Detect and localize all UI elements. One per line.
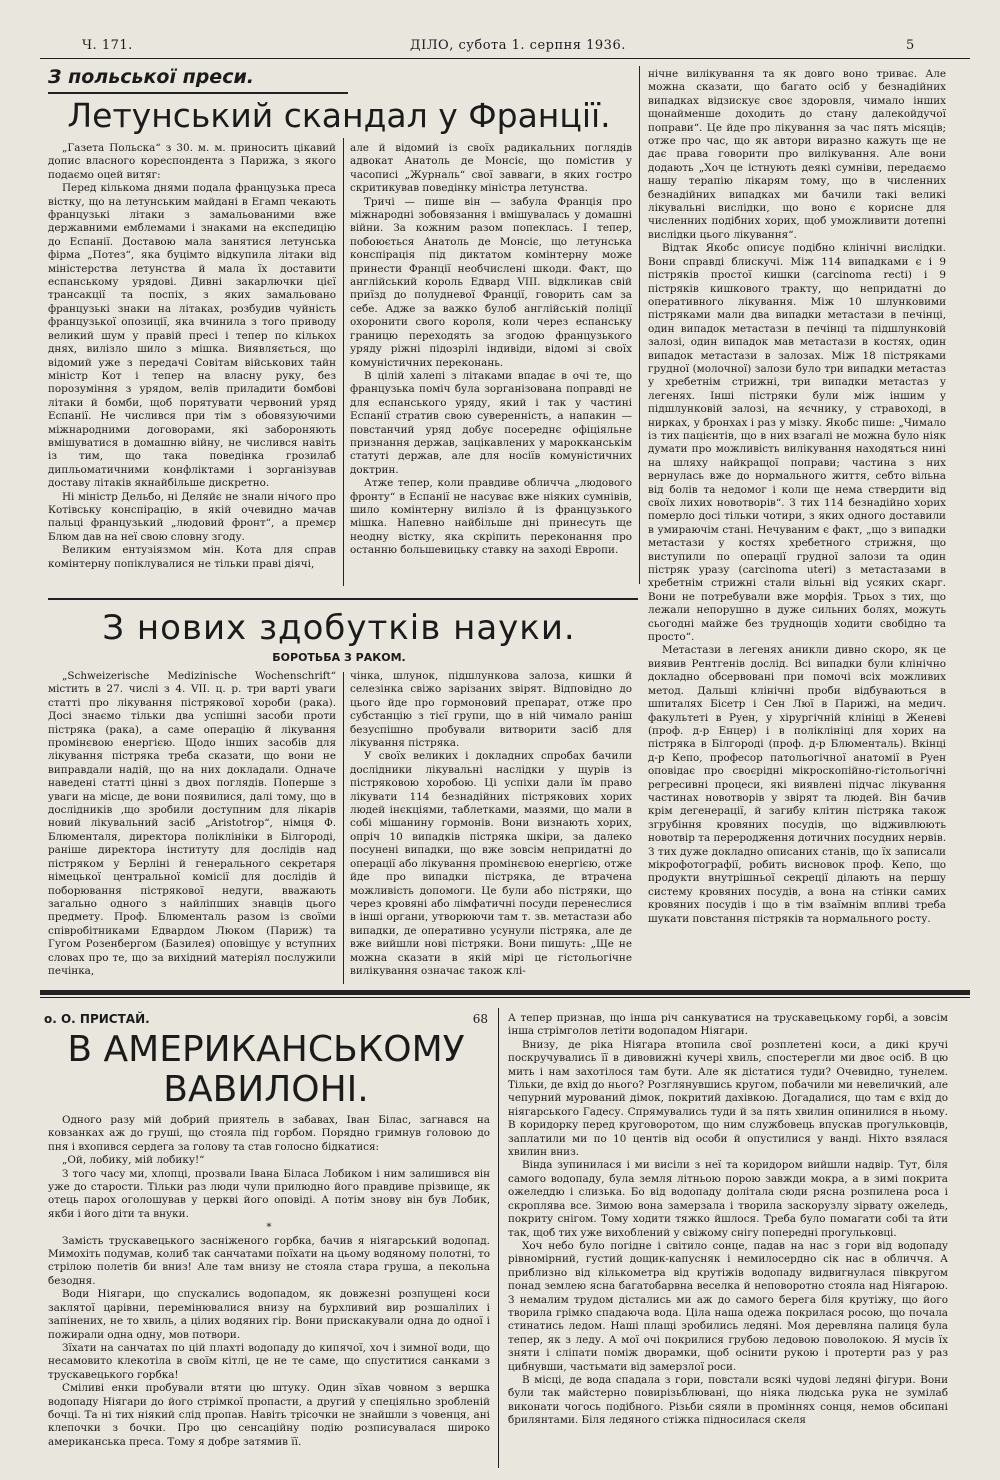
- article-subtitle-cancer: БОРОТЬБА З РАКОМ.: [272, 651, 406, 664]
- paragraph: „Газета Польска“ з 30. м. м. приносить цікавий допис власного кореспондента з Парижа, з якого подаємо оцей витяг:: [48, 142, 336, 181]
- paragraph: Сміливі енки пробували втяти цю штуку. Один зїхав човном з вершка водопаду Ніягари до його стрімкої пропасти, а другий у спеціяльно зробленій бочці. Та ні тих ніякий слід пропав. Навіть трісочки не знайшли з човенця, ані клепочки з бочки. Про цю сенсаційну подію розписувалася широко американська преса. Тому я добре затямив її.: [48, 1382, 490, 1448]
- article-title-aviation-scandal: Летунський скандал у Франції.: [67, 96, 611, 135]
- paragraph: Відтак Якобс описує подібно клінічні вислідки. Вони справді блискучі. Між 114 випадками є і 9 пістряків простої кишки (carcinoma recti) і 9 пістряків кишкового тракту, що непридатні до оперативного лікування. Між 10 шлунковими пістряками мали два випадки метастази в печінці, один випадок метастази в печінці та підшлунковій залозі, один випадок мав метастази в костях, один випадок метастази в залозах. Між 18 пістряками грудної (молочної) залози було три випадки метастаз у хребетнім стрижні, три випадки метастаз у легенях. Інші пістряки були між іншим у підшлунковій залозі, на яєчнику, у стравоході, в нирках, у бронхах і раз у мізку. Якобс пише: „Чимало із тих пацієнтів, що в них взагалі не можна було ніяк думати про можливість вилікування находяться нині на шляху найкращої поправи; частина з них вернулась вже до нормального життя, себто вільна від болів та недомог і коли ще нема ствердити від своїх лихих новотворів“. З тих 114 безнадійно хорих померло досі тільки чотири, з яких одного доставили в умираючім стані. Нечуваним є факт, „що з випадки метастази у костях хребетного стрижня, що виступили по операції грудної залози та один пістряк уразу (carcinoma uteri) з метастазами в хребетнім стрижні стали вільні від усяких скарг. Вони не потребували вже морфія. Трьох з тих, що лежали непорушно в дуже сильних болях, можуть сьогодні майже без труднощів ходити свобідно та просто“.: [648, 242, 946, 644]
- section-divider: [48, 598, 638, 600]
- header-rule: [40, 58, 970, 59]
- masthead-date: ДІЛО, субота 1. серпня 1936.: [410, 38, 626, 53]
- column-rule-right-top: [639, 66, 640, 584]
- paragraph: „Ой, лобику, мій лобику!“: [62, 1154, 205, 1167]
- paragraph: Замість трускавецького засніженого горбка, бачив я ніягарський водопад. Мимохіть подумав, колиб так санчатами поїхати на цьому водяному полотні, то стрілою полетів би вниз! Але там внизу не стояла стара груша, а пекольна безодня.: [48, 1234, 490, 1287]
- installment-number: 68: [472, 1012, 488, 1026]
- paragraph: Перед кількома днями подала французька преса вістку, що на летунським майдані в Егамп чекають французькі літаки з замальованими вже державними емблемами і знаками на експедицію до Еспанії. Доставою мала занятися летунська фірма „Потез“, яка буцімто відкупила літаки від міністерства летунства й мала їх доставити еспанському урядові. Дивні закарлючки цієї трансакції та поспіх, з яких замальовано французькі знаки на літаках, розбудив чуйність французької опозиції, яка вчинила з того приводу великий шум у правій пресі і тепер по кількох днях, вилізло шило з мішка. Виявляється, що відомий уже з передачі Совітам військових тайн міністр Кот і тепер на власну руку, без порозуміння з урядом, велів приладити бомбові літаки й бомби, щоб порятувати червоний уряд Еспанії. Не числився при тім з обовязуючими міжнародними договорами, які забороняють вмішуватися в домашню війну, не числився навіть із тим, що така поведінка грозилаб дипльоматичними конфліктами і зорганізував доставу літаків якнайбільше дискретно.: [48, 182, 336, 490]
- feuilleton-divider: [40, 990, 970, 995]
- running-header: [40, 38, 970, 56]
- paragraph: Вінда зупинилася і ми висіли з неї та коридором вийшли надвір. Тут, біля самого водопаду, була земля літньою порою завжди мокра, а в зимі покрита ожеледдю і слизька. Бо від водопаду долітала сюди рясна розпилена роса і скроплява все. Зимою вона замерзала і творила заскорузлу зірвату ожеледь, покриту снігом. Тому ходити тяжко йшлося. Треба було помагати собі та йти так, щоб тих уже вихоблений у свіжому снігу попередні прогульковці.: [508, 1159, 948, 1239]
- paragraph: Метастази в легенях аникли дивно скоро, як це виявив Рентгенів дослід. Всі випадки були клінічно докладно обсервовані при помочі всіх можливих метод. Дальші клінічні проби відбуваються в шпиталях Бісетр і Сен Люї в Парижі, на медич. факультеті в Руен, у хірургічній клініці в Женеві (проф. д-р Енцер) і в поліклініці для хорих на пістряка в Білгороді (проф. д-р Блюменталь). Вкінці д-р Кепо, професор патольогічної анатомії в Руен оповідає про своєрідні мікроскопійно-гістольогічні регресивні процеси, які виявлені підчас лікування частинах новотворів у звірят та людей. Він бачив крім дегенерації, й загибу клітин пістряка також згрубіння кровяних посудів, що відживлюють новотвір та переродження дотичних посудних нервів. З тих дуже докладно описаних станів, що їх записали мікрофотографії, робить висновок проф. Кепо, що продукти внутрішньої секреції ділають на першу систему кровяних посудів, а вона на стінки самих кровяних посудів і що в тім взаїмнім впливі треба шукати повстання пістряків та нормального росту.: [648, 644, 946, 925]
- paragraph: В цілій халепі з літаками впадає в очі те, що французька поміч була зорганізована поправді не для еспанського уряду, який і так у частині Еспанії стратив свою суверенність, а напакин — повстанчий уряд добує посереднє офіціяльне признання держав, зацікавлених у марокканськім статуті держав, але для носіїв комуністичних доктрин.: [350, 369, 632, 476]
- paragraph: Зїхати на санчатах по цій плахті водопаду до кипячої, хоч і зимної води, що несамовито клекотіла в своїм кітлі, це не те саме, що спуститися санками з трускавецького горбка!: [48, 1341, 490, 1381]
- paragraph: „Schweizerische Medizinische Wochenschrift“ містить в 27. числі з 4. VII. ц. р. три варті уваги статті про лікування пістрякової хороби (рака). Досі знаємо тільки два успішні засоби проти пістряка (рака), а саме операцію й лікування промінєвою енергією. Щодо інших засобів для лікування пістряка треба сказати, що вони не виправдали надій, що на них докладали. Одначе наведені статті цінні з двох поглядів. Поперше з уваги на місце, де вони появилися, далі тому, що в дослідників ,що зробили доступним для лікарів новий лікувальний засіб „Aristotrop“, німця Ф. Блюменталя, директора поліклініки в Білгороді, раніше директора інституту для дослідів над пістряком у Берліні й генерального секретаря німецької центральної комісії для дослідів й поборювання пістрякової недуги, вважають загально одного з найліпших знавців цього предмету. Проф. Блюменталь разом із своїми співробітниками Едвардом Люком (Париж) та Гугом Розенбергом (Базилея) оповіщує у вступних словах про те, що за вихідний матеріял послужили печінка,: [48, 670, 336, 977]
- paragraph: чінка, шлунок, підшлункова залоза, кишки й селезінка свіжо зарізаних звірят. Відповідно до цього йде про гормоновий препарат, отже про субстанцію з тієї групи, що в ній чимало раніш безуспішно пробували витворити засіб для лікування пістряка.: [350, 670, 632, 750]
- paragraph: Тричі — пише він — забула Франція про міжнародні зобовязання і вмішувалась у домашні війни. За кожним разом попеклась. І тепер, побоюється Анатоль де Монсіє, що летунська конспірація під диктатом комінтерну може принести Франції необчислені шкоди. Факт, що англійський король Едвард VIII. відкликав свій приїзд до полудневої Франції, говорить сам за себе. Адже за важко булоб англійській поліції охоронити свого короля, коли через еспанську границю переходять за згодою французького уряду ріжні підозрілі індивіди, відомі зі своїх комуністичних переконань.: [350, 195, 632, 369]
- paragraph: А тепер признав, що інша річ санкуватися на трускавецькому горбі, а зовсім інша стрімголов летіти водопадом Ніягари.: [508, 1012, 948, 1038]
- page-number: 5: [906, 38, 915, 53]
- paragraph: В місці, де вода спадала з гори, повстали всякі чудові ледяні фігури. Вони були так майстерно повирізьблювані, що ніяка людська рука не зумілаб виконати чогось подібного. Різьби сяяли в проміннях сонця, немов обсипані брилянтами. Біля ледяного стіжка підносилася скеля: [508, 1373, 948, 1427]
- article-title-science: З нових здобутків науки.: [102, 608, 576, 648]
- article2-column-3: [648, 68, 946, 986]
- issue-number: Ч. 171.: [82, 38, 133, 53]
- article2-column-2: [350, 670, 632, 986]
- article1-column-2: [350, 142, 632, 584]
- paragraph: Одного разу мій добрий приятель в забавах, Іван Білас, загнався на ковзанках аж до груші, що стояла під горбом. Порядно гримнув головою до пня і вхопився сердега за голову та став голосно бідкатися:: [48, 1114, 490, 1153]
- rubric-polish-press: З польської преси.: [48, 66, 348, 94]
- paragraph: Внизу, де ріка Ніягара втопила свої розплетені коси, а дикі кручі поскручувались її в дивовижні кучері хвиль, спостерегли ми двоє осіб. В цю мить і нам захотілося там бути. Але як дістатися туди? Очевидно, тунелем. Тільки, де вхід до нього? Розглянувшись кругом, побачили ми невеличкий, але чепурний мурований дімок, покритий дахівкою. Догадалися, що там є вхід до ніягарського Гадесу. Спрямувались туди й за пять хвилин опинилися в ньому. В коридорку перед круговоротом, що ним службовець впускав прогульковців, заплатили ми по 10 центів від особи й опустилися у ванді. Ніхто взялася хвилин вниз.: [508, 1038, 948, 1159]
- feuilleton-column-1: [48, 1114, 490, 1470]
- article2-column-1: [48, 670, 336, 986]
- feuilleton-title-line1: В АМЕРИКАНСЬКОМУ: [67, 1029, 465, 1070]
- section-break-asterisk: *: [266, 1221, 272, 1234]
- paragraph: Хоч небо було погідне і світило сонце, падав на нас з гори від водопаду рівномірний, густий дощик-капусняк і немилосердно сік нас в обличчя. А приблизно від кількометра від крутіжів водопаду видвигнулася півкругом понад землею ясна багатобарвна веселка й неповоротно стояла над Ніягарою. З немалим трудом дістались ми аж до самого берега біля крутіжу, що його творила грімко спадаюча вода. Ціла наша одежа покрилася росою, що почала стинатись ледом. Наші плащі зробились ледяні. Моя деревляна палиця була тепер, як з леду. А мої очі покрилися грубою ледовою поволокою. Я мусів їх зняти і сліпати поміж дворамки, щоб осінити рукою і протерти раз у раз цибнувши, частьмати від замерзлої роси.: [508, 1239, 948, 1373]
- paragraph: Води Ніягари, що спускались водопадом, як довжезні розпущені коси заклятої царівни, перемінювалися внизу на бурхливий вир розшалілих і запінених, не то хвиль, а цілих водяних гір. Вони прискакували одна до одної і пожирали одна одну, мов потвори.: [48, 1288, 490, 1341]
- article1-column-1: [48, 142, 336, 584]
- feuilleton-title-line2: ВАВИЛОНІ.: [163, 1069, 369, 1110]
- column-rule-mid-bottom: [343, 672, 344, 984]
- paragraph: Атже тепер, коли правдиве обличча „людового фронту“ в Еспанії не насуває вже ніяких сумнівів, шило комінтерну вилізло й із французького мішка. Напевно найбільше дні принесуть ще неодну вістку, яка скріпить переконання про останню большевицьку ставку на заході Европи.: [350, 477, 632, 557]
- paragraph: У своїх великих і докладних спробах бачили дослідники лікувальні наслідки у щурів із пістряковою хоробою. Ці успіхи дали їм право лікувати 114 безнадійних пістрякових хорих людей інєкціями, таблетками, мазями, що мали в собі мішанину гормонів. Вони визнають хорих, опріч 10 випадків пістряка шкіри, за далеко посунені випадки, що вже зовсім непридатні до операції або лікування промінєвою енергією, отже йде про випадки пістряка, де втрачена можливість допомоги. Це були або пістряки, що через кровяні або лімфатичні посуди перенеслися в інші органи, утворюючи там т. зв. метастази або випадки, де оперативно усунули пістряка, але де вже вийшли нові пістряки. Вони пишуть: „Ще не можна сказати в якій мірі це гістольогічне вилікування означає також клі-: [350, 750, 632, 977]
- feuilleton-divider-thin: [40, 997, 970, 998]
- column-rule-mid-top: [343, 138, 344, 586]
- paragraph: Ні міністр Дельбо, ні Деляйє не знали нічого про Котівську конспірацію, в якій очевидно мачав пальці французький „людовий фронт“, а премєр Блюм дав на неї свою словну згоду.: [48, 490, 336, 543]
- column-rule-feuilleton: [498, 1008, 499, 1468]
- paragraph: Великим ентузіязмом мін. Кота для справ комінтерну попіклувалися не тільки праві діячі,: [48, 544, 336, 570]
- paragraph: але й відомий із своїх радикальних поглядів адвокат Анатоль де Монсіє, що помістив у часописі „Журналь“ свої завваги, в яких гостро скритикував поведінку міністра летунства.: [350, 142, 632, 195]
- author-byline: о. О. ПРИСТАЙ.: [44, 1012, 150, 1026]
- paragraph: нічне вилікування та як довго воно триває. Але можна сказати, що багато осіб у безнадійних випадках відзискує своє здоровля, чимало інших щонайменше доходить до стану далекойдучої поправи“. Це йде про лікування за час пять місяців; отже про час, що як автори виразно кажуть ще не дає права говорити про вилікування. Але вони додають „Хоч це істнують деякі сумніви, передаємо нашу терапію лікарям тому, що в численних безнадійних випадках ми бачили такі великі лікувальні вислідки, що воно є корисне для численних подібних хорих, щоб уможливити дотепні вислідки цього лікування“.: [648, 68, 946, 241]
- paragraph: З того часу ми, хлопці, прозвали Івана Біласа Лобиком і ним залишився він уже до старости. Тільки раз люди чули прилюдно його правдиве прізвище, як отець парох оголошував у церкві його оповіді. А потім знову він був Лобик, якби і його діти та внуки.: [48, 1167, 490, 1220]
- feuilleton-column-2: [508, 1012, 948, 1470]
